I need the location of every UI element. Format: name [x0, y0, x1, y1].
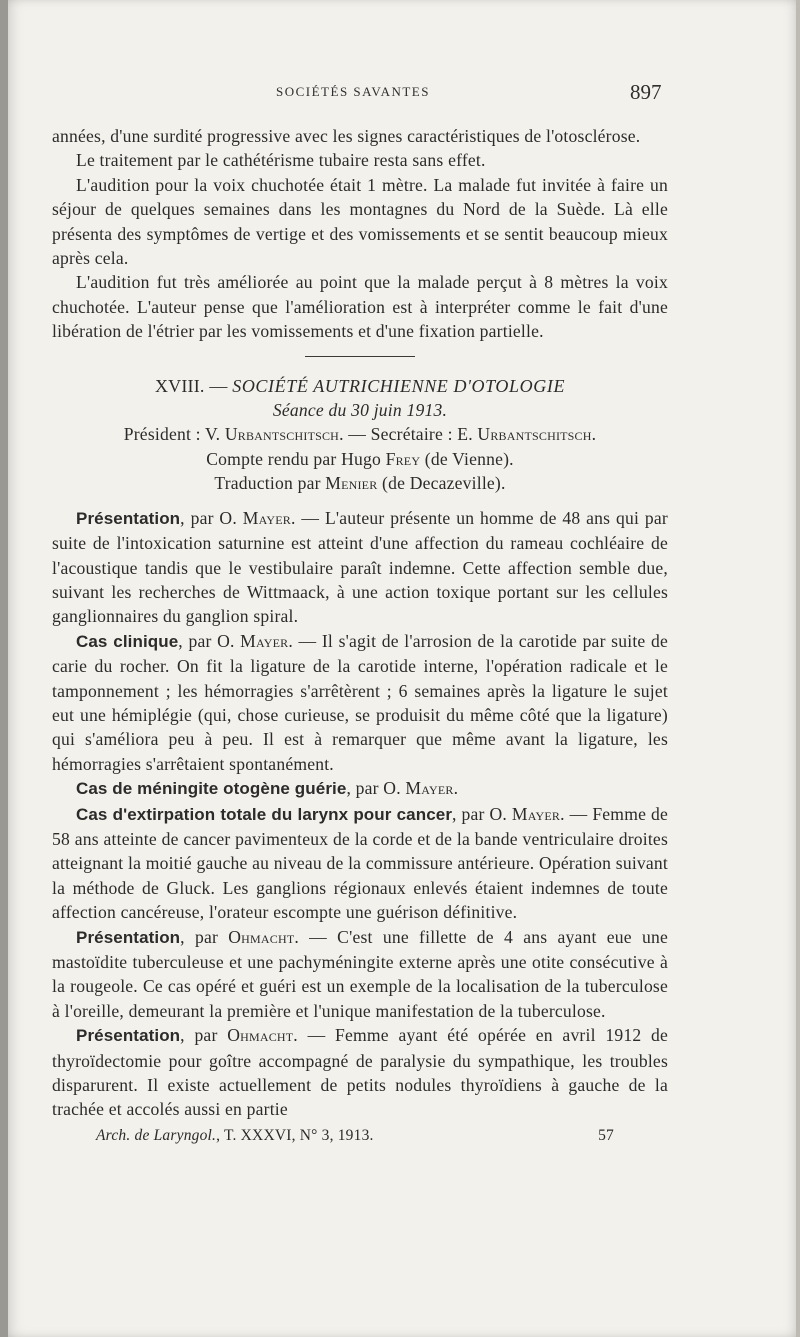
session-date: Séance du 30 juin 1913.	[272, 400, 448, 421]
entry-text: . — Il s'agit de l'arrosion de la carotide par suite de carie du rocher. On fit la ligature de la carotide interne, l'opération radicale et le tamponnement ; les hémorragies s'arrêtèrent ; 6 semaines après la ligature le sujet eut une hémiplégie (qui, chose curieuse, se produisit du même côté que la ligature) qui s'améliora peu à peu. Il est à remarquer que même avant la ligature, les hémorragies s'arrêtaient spontanément.	[52, 630, 668, 774]
entry	[52, 925, 668, 1024]
translation-prefix: Traduction par	[214, 473, 321, 494]
paragraph: L'audition pour la voix chuchotée était 1 mètre. La malade fut invitée à faire un séjour de quelques semaines dans les montagnes du Nord de la Suède. Là elle présenta des symptômes de vertige et des vomissements et se sentit beaucoup mieux après cela.	[52, 174, 668, 269]
page-body	[52, 124, 668, 1148]
report-credit	[52, 447, 668, 471]
entry	[52, 506, 668, 629]
entry-heading: Cas clinique	[76, 631, 179, 651]
entry-heading: Présentation	[76, 508, 181, 528]
entry	[52, 776, 668, 801]
entry-by: , par O.	[346, 778, 401, 799]
page-number: 897	[630, 80, 662, 104]
president-label: Président : V.	[123, 424, 221, 445]
entry-author: Mayer	[511, 803, 561, 824]
entry-heading: Cas de méningite otogène guérie	[76, 779, 347, 799]
translator-origin: (de Decazeville).	[382, 473, 506, 494]
society-name: SOCIÉTÉ AUTRICHIENNE D'OTOLOGIE	[232, 375, 566, 396]
secretary-name: Urbantschitsch	[477, 424, 592, 445]
entry-author: Mayer	[240, 630, 289, 651]
section-divider	[305, 356, 415, 357]
signature-mark: 57	[598, 1126, 614, 1144]
reporter-name: Frey	[385, 448, 421, 469]
page-edge	[796, 0, 800, 1337]
entry-text: . — C'est une fillette de 4 ans ayant eue une mastoïdite tuberculeuse et une pachyméningite externe après une otite consécutive à la rougeole. Ce cas opéré et guéri est un exemple de la localisation de la tuberculose à l'oreille, demeurant la première et l'unique manifestation de la tuberculose.	[52, 926, 668, 1021]
entry-heading: Présentation	[76, 927, 181, 947]
entry-text: . — Femme ayant été opérée en avril 1912 de thyroïdectomie pour goître accompagné de paralysie du sympathique, les troubles disparurent. Il existe actuellement de petits nodules thyroïdiens à gauche de la trachée et accolés aussi en partie	[52, 1025, 668, 1120]
officers-end: .	[591, 424, 597, 445]
entry-by: , par O.	[452, 803, 507, 824]
journal-volume: , T. XXXVI, N° 3, 1913.	[216, 1126, 374, 1144]
running-header	[0, 80, 800, 106]
entry	[52, 629, 668, 776]
entry-heading: Cas d'extirpation totale du larynx pour cancer	[76, 804, 453, 824]
entry-heading: Présentation	[76, 1026, 181, 1046]
translator-name: Menier	[325, 473, 378, 494]
reporter-origin: (de Vienne).	[424, 448, 514, 469]
secretary-label: . — Secrétaire : E.	[339, 424, 473, 445]
entry-text: . — Femme de 58 ans atteinte de cancer pavimenteux de la corde et de la bande ventriculaire droites atteignant la moitié gauche au niveau de la commissure antérieure. Opération suivant la méthode de Gluck. Les ganglions régionaux enlevés étaient indemnes de toute affection cancéreuse, l'orateur escompte une guérison définitive.	[52, 803, 668, 923]
running-title: SOCIÉTÉS SAVANTES	[276, 84, 430, 99]
journal-title: Arch. de Laryngol.	[96, 1126, 217, 1144]
paragraph: Le traitement par le cathétérisme tubaire resta sans effet.	[76, 150, 486, 171]
journal-citation	[96, 1124, 374, 1148]
binding-edge	[0, 0, 8, 1337]
entry-by: , par	[180, 926, 219, 947]
section-title	[52, 374, 668, 398]
entry	[52, 802, 668, 925]
entry-text: . — L'auteur présente un homme de 48 ans qui par suite de l'intoxication saturnine est atteint d'une affection du rameau cochléaire de l'acoustique tandis que le vestibulaire paraît indemne. Cette affection semble due, suivant les recherches de Wittmaack, à une action toxique portant sur les cellules ganglionnaires du ganglion spiral.	[52, 507, 668, 627]
translation-credit	[52, 471, 668, 495]
entry-author: Ohmacht	[227, 1025, 294, 1046]
entry-author: Mayer	[242, 507, 291, 528]
paragraph: L'audition fut très améliorée au point que la malade perçut à 8 mètres la voix chuchotée. L'auteur pense que l'amélioration est à interpréter comme le fait d'une libération de l'étrier par les vomissements et d'une fixation partielle.	[52, 272, 668, 342]
page-footer	[52, 1124, 668, 1148]
report-prefix: Compte rendu par Hugo	[206, 448, 381, 469]
president-name: Urbantschitsch	[224, 424, 340, 445]
entry-by: , par	[180, 1025, 218, 1046]
entry-by: , par O.	[180, 507, 237, 528]
entry-author: Ohmacht	[228, 926, 295, 947]
section-number: XVIII. —	[154, 375, 228, 396]
paragraph: années, d'une surdité progressive avec les signes caractéristiques de l'otosclérose.	[52, 126, 641, 146]
entry	[52, 1023, 668, 1122]
spacer	[52, 496, 668, 506]
officers-line	[52, 422, 668, 446]
entry-author: Mayer	[405, 778, 454, 799]
entry-by: , par O.	[178, 630, 235, 651]
entry-text: .	[453, 778, 459, 799]
